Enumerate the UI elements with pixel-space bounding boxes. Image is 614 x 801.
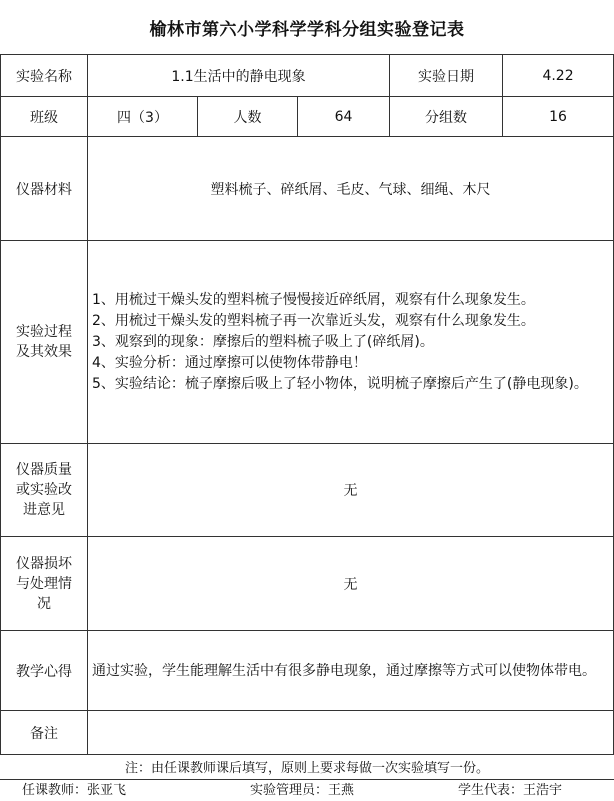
- label-experiment-name: 实验名称: [1, 55, 88, 97]
- row-materials: [1, 137, 614, 241]
- value-damage: 无: [88, 537, 614, 631]
- row-quality: [1, 444, 614, 537]
- value-materials: 塑料梳子、碎纸屑、毛皮、气球、细绳、木尺: [88, 137, 614, 241]
- row-experiment-name: [1, 55, 614, 97]
- registration-table: [0, 54, 614, 755]
- student-signature: 学生代表：王浩宇: [458, 783, 563, 798]
- row-process: [1, 241, 614, 444]
- value-class: 四（3）: [88, 97, 198, 137]
- process-step: 5、实验结论：梳子摩擦后吸上了轻小物体，说明梳子摩擦后产生了(静电现象)。: [92, 375, 588, 392]
- process-step: 3、观察到的现象：摩擦后的塑料梳子吸上了(碎纸屑)。: [92, 333, 434, 350]
- label-experiment-date: 实验日期: [390, 55, 503, 97]
- label-quality: [1, 444, 88, 537]
- teacher-signature: 任课教师：张亚飞: [22, 783, 127, 798]
- row-class-info: [1, 97, 614, 137]
- value-experiment-date: 4.22: [503, 55, 614, 97]
- label-people: 人数: [198, 97, 298, 137]
- label-quality-text: 仪器质量或实验改进意见: [16, 462, 72, 518]
- label-class: 班级: [1, 97, 88, 137]
- label-damage: [1, 537, 88, 631]
- label-groups: 分组数: [390, 97, 503, 137]
- label-remarks: 备注: [1, 711, 88, 755]
- process-step: 4、实验分析：通过摩擦可以使物体带静电！: [92, 354, 367, 371]
- value-reflection: 通过实验，学生能理解生活中有很多静电现象，通过摩擦等方式可以使物体带电。: [88, 631, 614, 711]
- value-remarks: [88, 711, 614, 755]
- row-reflection: [1, 631, 614, 711]
- value-experiment-name: 1.1生活中的静电现象: [88, 55, 390, 97]
- row-damage: [1, 537, 614, 631]
- fill-note: 注：由任课教师课后填写，原则上要求每做一次实验填写一份。: [124, 761, 489, 776]
- label-reflection: 教学心得: [1, 631, 88, 711]
- signature-footer: [0, 779, 614, 801]
- process-step: 2、用梳过干燥头发的塑料梳子再一次靠近头发，观察有什么现象发生。: [92, 312, 535, 329]
- value-quality: 无: [88, 444, 614, 537]
- value-groups: 16: [503, 97, 614, 137]
- process-steps: [88, 290, 613, 395]
- label-process: [1, 241, 88, 444]
- label-materials: 仪器材料: [1, 137, 88, 241]
- manager-signature: 实验管理员：王燕: [250, 783, 355, 798]
- row-remarks: [1, 711, 614, 755]
- label-process-text: 实验过程及其效果: [16, 324, 72, 360]
- value-people: 64: [298, 97, 390, 137]
- page-title: 榆林市第六小学科学学科分组实验登记表: [149, 19, 465, 40]
- label-damage-text: 仪器损坏与处理情况: [16, 555, 72, 612]
- value-process: [88, 241, 614, 444]
- process-step: 1、用梳过干燥头发的塑料梳子慢慢接近碎纸屑，观察有什么现象发生。: [92, 291, 535, 308]
